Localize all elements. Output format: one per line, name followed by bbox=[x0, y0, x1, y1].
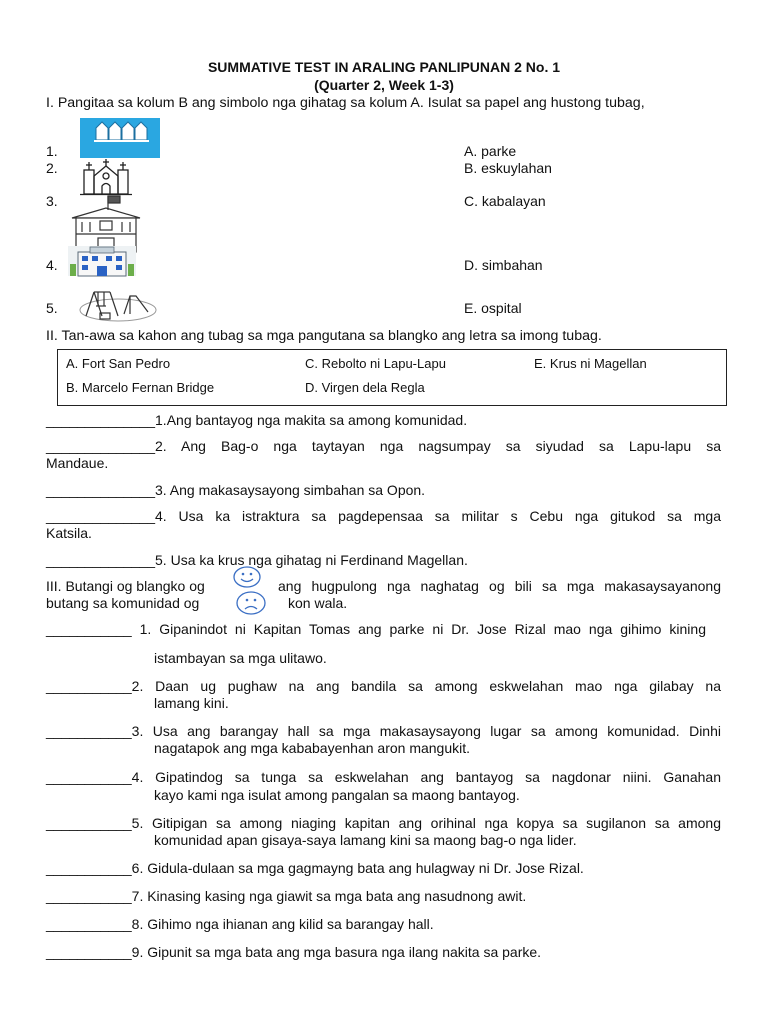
answer-blank[interactable]: ___________ bbox=[46, 944, 132, 960]
question-row bbox=[46, 412, 467, 428]
answer-blank[interactable]: ___________ bbox=[46, 678, 132, 694]
question-row bbox=[46, 438, 721, 454]
choice-item: D. Virgen dela Regla bbox=[305, 380, 425, 395]
answer-option: D. simbahan bbox=[464, 257, 543, 273]
question-text: 4. Gipatindog sa tunga sa eskwelahan ang bantayog sa nagdonar niini. Ganahan bbox=[131, 769, 721, 785]
school-flag-icon bbox=[68, 194, 144, 254]
question-text: 7. Kinasing kasing nga giawit sa mga bata ang nasudnong awit. bbox=[131, 888, 527, 904]
playground-icon bbox=[74, 286, 158, 324]
question-continuation: kayo kami nga isulat among pangalan sa maong bantayog. bbox=[154, 787, 520, 803]
question-text: 2. Daan ug pughaw na ang bandila sa among eskwelahan mao nga gilabay na bbox=[131, 678, 721, 694]
part3-instruction-a: III. Butangi og blangko og bbox=[46, 578, 205, 594]
question-text: 5. Usa ka krus nga gihatag ni Ferdinand Magellan. bbox=[155, 552, 468, 568]
part1-instruction: I. Pangitaa sa kolum B ang simbolo nga gihatag sa kolum A. Isulat sa papel ang hustong tubag, bbox=[46, 95, 645, 111]
question-continuation: Katsila. bbox=[46, 525, 92, 541]
question-continuation: istambayan sa mga ulitawo. bbox=[154, 650, 327, 666]
answer-blank[interactable]: ___________ bbox=[46, 621, 132, 637]
question-text: 1. Gipanindot ni Kapitan Tomas ang parke ni Dr. Jose Rizal mao nga gihimo kining bbox=[131, 621, 706, 637]
question-row bbox=[46, 815, 721, 831]
item-number: 4. bbox=[46, 257, 58, 273]
question-continuation: lamang kini. bbox=[154, 695, 229, 711]
question-text: 2. Ang Bag-o nga taytayan nga nagsumpay sa siyudad sa Lapu-lapu sa bbox=[155, 438, 721, 454]
answer-blank[interactable]: ___________ bbox=[46, 860, 132, 876]
part2-instruction: II. Tan-awa sa kahon ang tubag sa mga pangutana sa blangko ang letra sa imong tubag. bbox=[46, 328, 602, 344]
item-number: 5. bbox=[46, 300, 58, 316]
part3-instruction-d: kon wala. bbox=[288, 595, 348, 611]
answer-blank[interactable]: ___________ bbox=[46, 723, 132, 739]
choice-item: C. Rebolto ni Lapu-Lapu bbox=[305, 356, 446, 371]
question-text: 4. Usa ka istraktura sa pagdepensaa sa militar s Cebu nga gitukod sa mga bbox=[155, 508, 721, 524]
question-text: 3. Usa ang barangay hall sa mga makasaysayong lugar sa among komunidad. Dinhi bbox=[131, 723, 721, 739]
answer-option: B. eskuylahan bbox=[464, 160, 552, 176]
question-row bbox=[46, 888, 526, 904]
answer-blank[interactable]: ___________ bbox=[46, 815, 132, 831]
item-number: 1. bbox=[46, 143, 58, 159]
houses-icon bbox=[80, 118, 160, 158]
smiley-sad-icon bbox=[235, 591, 267, 615]
hospital-building-icon bbox=[68, 246, 136, 276]
question-continuation: nagatapok ang mga kababayenhan aron mangukit. bbox=[154, 740, 471, 756]
question-row bbox=[46, 944, 541, 960]
answer-blank[interactable]: ______________ bbox=[46, 508, 156, 524]
question-text: 3. Ang makasaysayong simbahan sa Opon. bbox=[155, 482, 426, 498]
part3-instruction-b: ang hugpulong nga naghatag og bili sa mga makasaysayanong bbox=[278, 578, 721, 594]
answer-option: E. ospital bbox=[464, 300, 522, 316]
question-text: 1.Ang bantayog nga makita sa among komunidad. bbox=[155, 412, 468, 428]
answer-blank[interactable]: ___________ bbox=[46, 916, 132, 932]
question-row bbox=[46, 769, 721, 785]
question-text: 6. Gidula-dulaan sa mga gagmayng bata ang hulagway ni Dr. Jose Rizal. bbox=[131, 860, 584, 876]
answer-option: A. parke bbox=[464, 143, 517, 159]
church-icon bbox=[80, 156, 132, 196]
smiley-happy-icon bbox=[232, 566, 262, 588]
question-text: 9. Gipunit sa mga bata ang mga basura nga ilang nakita sa parke. bbox=[131, 944, 542, 960]
answer-blank[interactable]: ___________ bbox=[46, 888, 132, 904]
test-subtitle: (Quarter 2, Week 1-3) bbox=[314, 77, 454, 93]
answer-blank[interactable]: ______________ bbox=[46, 552, 156, 568]
question-text: 5. Gitipigan sa among niaging kapitan ang orihinal nga kopya sa sugilanon sa among bbox=[131, 815, 721, 831]
answer-option: C. kabalayan bbox=[464, 193, 546, 209]
item-number: 2. bbox=[46, 160, 58, 176]
question-row bbox=[46, 860, 584, 876]
question-continuation: Mandaue. bbox=[46, 455, 109, 471]
answer-blank[interactable]: ______________ bbox=[46, 412, 156, 428]
question-row bbox=[46, 723, 721, 739]
question-text: 8. Gihimo nga ihianan ang kilid sa barangay hall. bbox=[131, 916, 434, 932]
question-row bbox=[46, 621, 706, 637]
answer-blank[interactable]: ______________ bbox=[46, 438, 156, 454]
part3-instruction-c: butang sa komunidad og bbox=[46, 595, 200, 611]
answer-blank[interactable]: ___________ bbox=[46, 769, 132, 785]
choice-item: A. Fort San Pedro bbox=[66, 356, 171, 371]
choice-item: E. Krus ni Magellan bbox=[534, 356, 647, 371]
item-number: 3. bbox=[46, 193, 58, 209]
question-row bbox=[46, 508, 721, 524]
test-title: SUMMATIVE TEST IN ARALING PANLIPUNAN 2 No. 1 bbox=[207, 59, 561, 75]
question-row bbox=[46, 678, 721, 694]
question-row bbox=[46, 916, 434, 932]
choice-item: B. Marcelo Fernan Bridge bbox=[66, 380, 215, 395]
question-continuation: komunidad apan gisaya-saya lamang kini sa maong bag-o nga lider. bbox=[154, 832, 577, 848]
answer-blank[interactable]: ______________ bbox=[46, 482, 156, 498]
question-row bbox=[46, 482, 425, 498]
